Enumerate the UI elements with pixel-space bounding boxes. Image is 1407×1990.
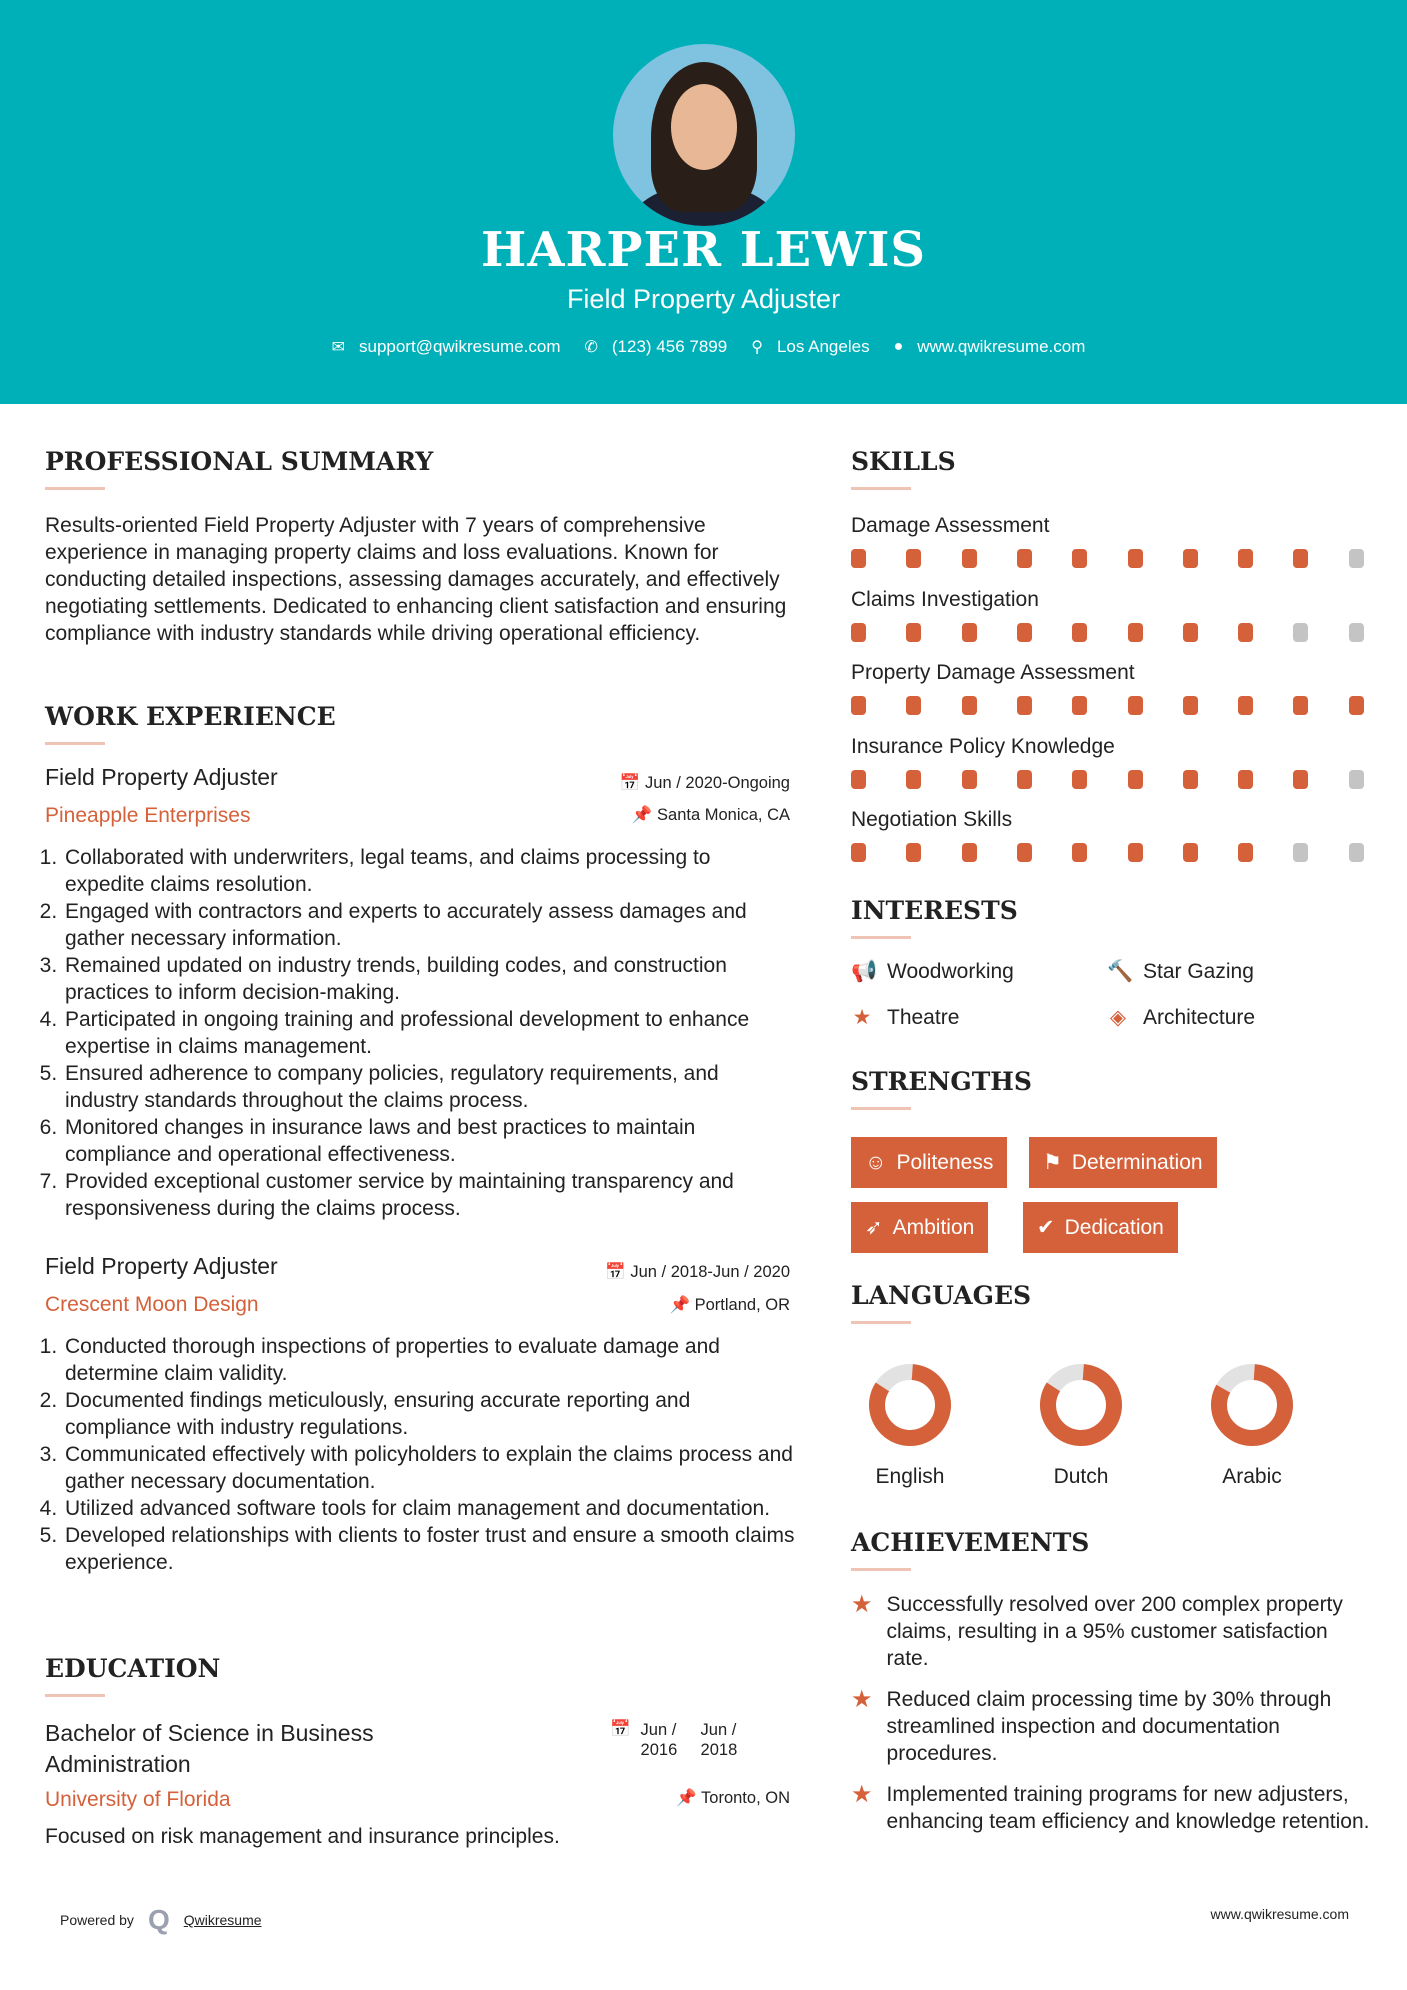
- rocket-icon: ➶: [865, 1216, 883, 1239]
- education-dates: 📅 Jun / 2016 Jun / 2018: [610, 1720, 738, 1759]
- list-item: 1. Conducted thorough inspections of properties to evaluate damage and determine claim validity.: [63, 1333, 795, 1387]
- list-item: 6. Monitored changes in insurance laws and best practices to maintain compliance and operational effectiveness.: [63, 1114, 795, 1168]
- candidate-title: Field Property Adjuster: [566, 284, 841, 314]
- education-heading: EDUCATION: [45, 1654, 221, 1683]
- footer-website[interactable]: www.qwikresume.com: [1210, 1906, 1349, 1922]
- rating-dot-filled: [851, 770, 866, 789]
- school: University of Florida: [45, 1788, 231, 1811]
- rating-dot-filled: [851, 843, 866, 862]
- rating-dot-filled: [962, 770, 977, 789]
- job-title: Field Property Adjuster: [45, 764, 278, 790]
- award-star-icon: ★: [851, 1781, 873, 1808]
- summary-heading: PROFESSIONAL SUMMARY: [45, 447, 434, 476]
- ticket-icon: ◈: [1109, 1006, 1127, 1029]
- rating-dot-filled: [1017, 770, 1032, 789]
- award-star-icon: ★: [851, 1591, 873, 1618]
- interest-item: 📢 Woodworking: [851, 960, 1014, 983]
- qwikresume-logo-icon: Q: [147, 1904, 170, 1935]
- list-item: 3. Remained updated on industry trends, building codes, and construction practices to inform decision-making.: [63, 952, 795, 1006]
- skills-heading: SKILLS: [851, 447, 956, 476]
- contact-bar: [0, 337, 1407, 357]
- language-name: Arabic: [1222, 1465, 1282, 1488]
- skill-name: Claims Investigation: [851, 587, 1039, 611]
- job-company: Pineapple Enterprises: [45, 804, 251, 827]
- rating-dot-filled: [962, 549, 977, 568]
- skill-name: Insurance Policy Knowledge: [851, 734, 1115, 758]
- star-icon: ★: [852, 1006, 872, 1029]
- rating-dot-filled: [906, 843, 921, 862]
- rating-dot-filled: [1072, 770, 1087, 789]
- megaphone-icon: 📢: [851, 960, 878, 983]
- strength-badge: ✔ Dedication: [1023, 1202, 1178, 1253]
- smile-icon: ☺: [865, 1150, 887, 1174]
- header: [0, 0, 1407, 404]
- calendar-icon: 📅: [610, 1720, 631, 1738]
- pin-icon: 📌: [631, 806, 658, 824]
- skill-rating: [851, 623, 1371, 643]
- gavel-icon: 🔨: [1107, 960, 1134, 983]
- rating-dot-filled: [1238, 549, 1253, 568]
- rating-dot-filled: [962, 623, 977, 642]
- interest-item: 🔨 Star Gazing: [1107, 960, 1254, 983]
- rating-dot-empty: [1349, 770, 1364, 789]
- degree: Bachelor of Science in Business Administration: [45, 1720, 374, 1777]
- summary-text: Results-oriented Field Property Adjuster with 7 years of comprehensive experience in managing property claims and loss evaluations. Known for conducting detailed inspections, assessing damages accurately, and effectively negotiating settlements. Dedicated to enhancing client satisfaction and ensuring compliance with industry standards while driving operational efficiency.: [45, 514, 787, 645]
- rating-dot-filled: [1293, 770, 1308, 789]
- rating-dot-filled: [1238, 843, 1253, 862]
- achievement-item: ★ Implemented training programs for new adjusters, enhancing team efficiency and knowledge retention.: [851, 1781, 1370, 1833]
- list-item: 4. Utilized advanced software tools for claim management and documentation.: [63, 1495, 795, 1522]
- job-location: 📌 Portland, OR: [669, 1296, 790, 1314]
- skill-rating: [851, 696, 1371, 716]
- list-item: 2. Documented findings meticulously, ensuring accurate reporting and compliance with industry regulations.: [63, 1387, 795, 1441]
- rating-dot-empty: [1293, 623, 1308, 642]
- rating-dot-filled: [906, 623, 921, 642]
- phone-text: (123) 456 7899: [611, 337, 728, 356]
- rating-dot-filled: [1017, 843, 1032, 862]
- rating-dot-filled: [962, 843, 977, 862]
- rating-dot-filled: [962, 696, 977, 715]
- list-item: 4. Participated in ongoing training and professional development to enhance expertise in claims management.: [63, 1006, 795, 1060]
- rating-dot-filled: [1017, 549, 1032, 568]
- rating-dot-filled: [1072, 549, 1087, 568]
- list-item: 5. Developed relationships with clients to foster trust and ensure a smooth claims experience.: [63, 1522, 795, 1576]
- rating-dot-filled: [1017, 696, 1032, 715]
- rating-dot-filled: [1238, 623, 1253, 642]
- list-item: 7. Provided exceptional customer service by maintaining transparency and responsiveness during the claims process.: [63, 1168, 795, 1222]
- rating-dot-filled: [1017, 623, 1032, 642]
- rating-dot-empty: [1349, 549, 1364, 568]
- footer-powered: Powered by Q Qwikresume: [60, 1904, 262, 1935]
- pin-icon: 📌: [669, 1296, 695, 1314]
- rating-dot-empty: [1349, 843, 1364, 862]
- languages-heading: LANGUAGES: [851, 1281, 1032, 1310]
- rating-dot-filled: [1128, 696, 1143, 715]
- rating-dot-filled: [1128, 549, 1143, 568]
- candidate-name: HARPER LEWIS: [480, 222, 927, 278]
- list-item: 1. Collaborated with underwriters, legal teams, and claims processing to expedite claims resolution.: [63, 844, 795, 898]
- job-date: 📅 Jun / 2020-Ongoing: [619, 774, 790, 792]
- map-pin-icon: ⚲: [751, 339, 763, 356]
- strengths-heading: STRENGTHS: [851, 1067, 1032, 1096]
- flag-icon: ⚑: [1043, 1151, 1062, 1174]
- rating-dot-filled: [1128, 770, 1143, 789]
- list-item: 3. Communicated effectively with policyholders to explain the claims process and gather necessary documentation.: [63, 1441, 795, 1495]
- strength-badge: ⚑ Determination: [1029, 1137, 1217, 1188]
- rating-dot-filled: [1072, 843, 1087, 862]
- brand-link[interactable]: Qwikresume: [183, 1912, 262, 1928]
- rating-dot-filled: [1072, 623, 1087, 642]
- rating-dot-filled: [1293, 549, 1308, 568]
- skill-rating: [851, 843, 1371, 863]
- skill-name: Damage Assessment: [851, 514, 1050, 537]
- job-title: Field Property Adjuster: [45, 1253, 278, 1279]
- rating-dot-filled: [1183, 843, 1198, 862]
- pin-icon: 📌: [676, 1789, 702, 1807]
- interest-item: ◈ Architecture: [1107, 1005, 1255, 1030]
- location-text: Los Angeles: [776, 337, 870, 356]
- rating-dot-filled: [1238, 696, 1253, 715]
- globe-icon: ●: [893, 338, 904, 355]
- language-level-donut: [1207, 1360, 1297, 1450]
- rating-dot-empty: [1293, 843, 1308, 862]
- rating-dot-filled: [851, 623, 866, 642]
- rating-dot-filled: [1128, 623, 1143, 642]
- award-star-icon: ★: [851, 1686, 873, 1713]
- phone-icon: ✆: [584, 339, 598, 356]
- rating-dot-filled: [1183, 696, 1198, 715]
- job-date: 📅 Jun / 2018-Jun / 2020: [605, 1263, 790, 1281]
- language-name: Dutch: [1053, 1465, 1109, 1488]
- rating-dot-filled: [906, 696, 921, 715]
- education-description: Focused on risk management and insurance principles.: [45, 1825, 560, 1848]
- profile-photo: [613, 44, 795, 226]
- achievement-item: ★ Successfully resolved over 200 complex property claims, resulting in a 95% customer satisfaction rate.: [851, 1591, 1343, 1670]
- rating-dot-empty: [1349, 623, 1364, 642]
- rating-dot-filled: [906, 770, 921, 789]
- strength-badge: ☺ Politeness: [851, 1137, 1007, 1188]
- strength-badge: ➶ Ambition: [851, 1202, 988, 1253]
- rating-dot-filled: [1183, 549, 1198, 568]
- envelope-icon: ✉: [331, 339, 345, 356]
- job-bullets: [45, 1333, 795, 1576]
- rating-dot-filled: [851, 696, 866, 715]
- calendar-icon: 📅: [619, 774, 646, 792]
- rating-dot-filled: [906, 549, 921, 568]
- language-level-donut: [865, 1360, 955, 1450]
- job-company: Crescent Moon Design: [45, 1293, 259, 1316]
- list-item: 5. Ensured adherence to company policies, regulatory requirements, and industry standards throughout the claims process.: [63, 1060, 795, 1114]
- job-bullets: [45, 844, 795, 1222]
- list-item: 2. Engaged with contractors and experts to accurately assess damages and gather necessary information.: [63, 898, 795, 952]
- achievements-heading: ACHIEVEMENTS: [851, 1528, 1090, 1557]
- experience-heading: WORK EXPERIENCE: [45, 702, 336, 731]
- email-link[interactable]: support@qwikresume.com: [358, 337, 561, 356]
- rating-dot-filled: [1238, 770, 1253, 789]
- skill-name: Negotiation Skills: [851, 808, 1013, 832]
- rating-dot-filled: [851, 549, 866, 568]
- interest-item: ★ Theatre: [852, 1005, 960, 1029]
- skill-rating: [851, 770, 1371, 790]
- skill-name: Property Damage Assessment: [851, 661, 1135, 685]
- achievement-item: ★ Reduced claim processing time by 30% through streamlined inspection and documentation procedures.: [851, 1686, 1332, 1765]
- job-location: 📌 Santa Monica, CA: [631, 806, 790, 824]
- rating-dot-filled: [1183, 623, 1198, 642]
- rating-dot-filled: [1128, 843, 1143, 862]
- rating-dot-filled: [1349, 696, 1364, 715]
- calendar-icon: 📅: [605, 1263, 631, 1281]
- education-location: 📌 Toronto, ON: [676, 1789, 790, 1807]
- check-circle-icon: ✔: [1037, 1216, 1055, 1239]
- rating-dot-filled: [1293, 696, 1308, 715]
- interests-heading: INTERESTS: [851, 896, 1018, 925]
- skill-rating: [851, 549, 1371, 569]
- website-link[interactable]: www.qwikresume.com: [917, 337, 1086, 356]
- language-level-donut: [1036, 1360, 1126, 1450]
- rating-dot-filled: [1072, 696, 1087, 715]
- rating-dot-filled: [1183, 770, 1198, 789]
- language-name: English: [875, 1465, 945, 1488]
